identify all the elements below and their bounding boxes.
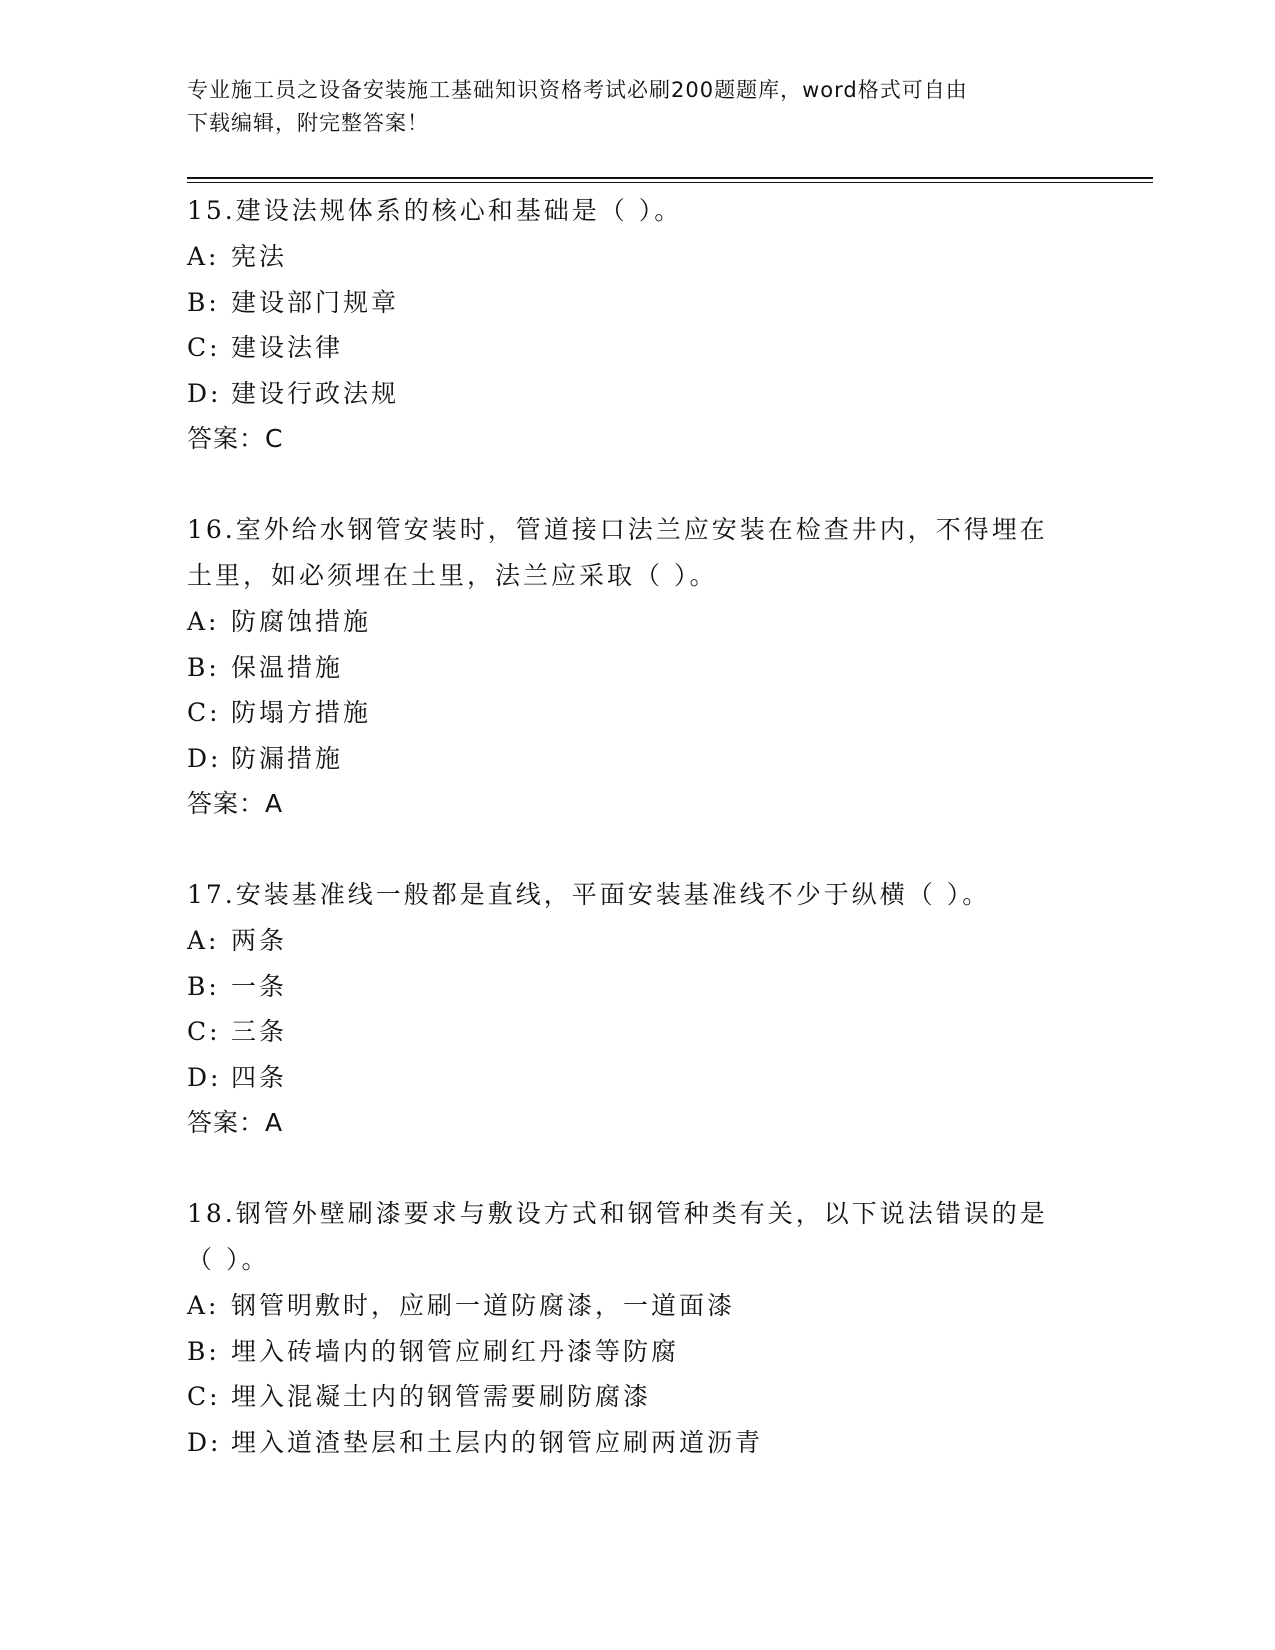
question-stem — [187, 188, 1087, 234]
question-stem — [187, 872, 1087, 918]
option-c — [187, 690, 1087, 736]
option-text: 防腐蚀措施 — [231, 607, 372, 636]
option-key: D: — [187, 1062, 222, 1092]
option-key: B: — [187, 287, 220, 317]
option-d — [187, 736, 1087, 782]
option-key: A: — [187, 1291, 220, 1320]
header-line-2: 下载编辑，附完整答案！ — [187, 111, 429, 135]
question-18 — [187, 1191, 1087, 1465]
question-number: 17. — [187, 880, 236, 909]
option-text: 建设行政法规 — [231, 378, 400, 408]
option-text: 防塌方措施 — [231, 698, 372, 727]
option-d — [187, 371, 1087, 417]
option-key: B: — [187, 652, 220, 682]
option-key: C: — [187, 1017, 221, 1046]
option-key: A: — [187, 926, 220, 955]
option-b — [187, 964, 1087, 1010]
question-number: 18. — [187, 1199, 236, 1228]
option-text: 建设法律 — [231, 333, 344, 362]
option-text: 埋入砖墙内的钢管应刷红丹漆等防腐 — [231, 1336, 680, 1366]
option-d — [187, 1055, 1087, 1101]
option-b — [187, 1329, 1087, 1375]
option-c — [187, 325, 1087, 371]
question-16 — [187, 507, 1087, 827]
option-b — [187, 645, 1087, 691]
option-key: B: — [187, 1336, 220, 1366]
question-text-line: 安装基准线一般都是直线，平面安装基准线不少于纵横（ ）。 — [235, 880, 991, 909]
question-15 — [187, 188, 1087, 462]
option-key: D: — [187, 1427, 222, 1457]
question-number: 15. — [187, 196, 236, 225]
option-text: 四条 — [231, 1062, 288, 1092]
question-text-line: 土里，如必须埋在土里，法兰应采取（ ）。 — [187, 561, 718, 590]
option-c — [187, 1374, 1087, 1420]
option-d — [187, 1420, 1087, 1466]
option-a — [187, 1283, 1087, 1329]
option-text: 建设部门规章 — [231, 287, 400, 317]
option-text: 两条 — [231, 926, 288, 955]
document-header — [187, 74, 1067, 140]
answer-line: 答案：C — [187, 424, 284, 453]
option-key: C: — [187, 1382, 221, 1411]
option-a — [187, 918, 1087, 964]
question-stem — [187, 507, 1087, 599]
answer-line: 答案：A — [187, 1108, 284, 1137]
option-text: 埋入道渣垫层和土层内的钢管应刷两道沥青 — [231, 1427, 764, 1457]
option-key: C: — [187, 698, 221, 727]
option-key: C: — [187, 333, 221, 362]
option-c — [187, 1009, 1087, 1055]
question-17 — [187, 872, 1087, 1146]
header-divider-thick — [187, 177, 1153, 179]
option-text: 防漏措施 — [231, 743, 344, 773]
question-text-line: 室外给水钢管安装时，管道接口法兰应安装在检查井内，不得埋在 — [235, 515, 1048, 544]
option-text: 宪法 — [231, 242, 288, 271]
question-text-line: 钢管外壁刷漆要求与敷设方式和钢管种类有关，以下说法错误的是 — [235, 1199, 1048, 1228]
option-b — [187, 280, 1087, 326]
option-key: B: — [187, 971, 220, 1001]
option-a — [187, 599, 1087, 645]
option-text: 三条 — [231, 1017, 288, 1046]
question-number: 16. — [187, 515, 236, 544]
question-text-line: （ ）。 — [187, 1245, 270, 1274]
header-divider-thin — [187, 182, 1153, 183]
answer-line: 答案：A — [187, 789, 284, 818]
option-key: A: — [187, 607, 220, 636]
option-a — [187, 234, 1087, 280]
option-text: 埋入混凝土内的钢管需要刷防腐漆 — [231, 1382, 652, 1411]
question-list — [187, 188, 1087, 1510]
question-text-line: 建设法规体系的核心和基础是（ ）。 — [235, 196, 683, 225]
option-text: 钢管明敷时，应刷一道防腐漆，一道面漆 — [231, 1291, 736, 1320]
header-line-1: 专业施工员之设备安装施工基础知识资格考试必刷200题题库，word格式可自由 — [187, 78, 968, 102]
option-key: D: — [187, 743, 222, 773]
option-key: D: — [187, 378, 222, 408]
option-text: 一条 — [231, 971, 288, 1001]
option-text: 保温措施 — [231, 652, 344, 682]
option-key: A: — [187, 242, 220, 271]
question-stem — [187, 1191, 1087, 1283]
